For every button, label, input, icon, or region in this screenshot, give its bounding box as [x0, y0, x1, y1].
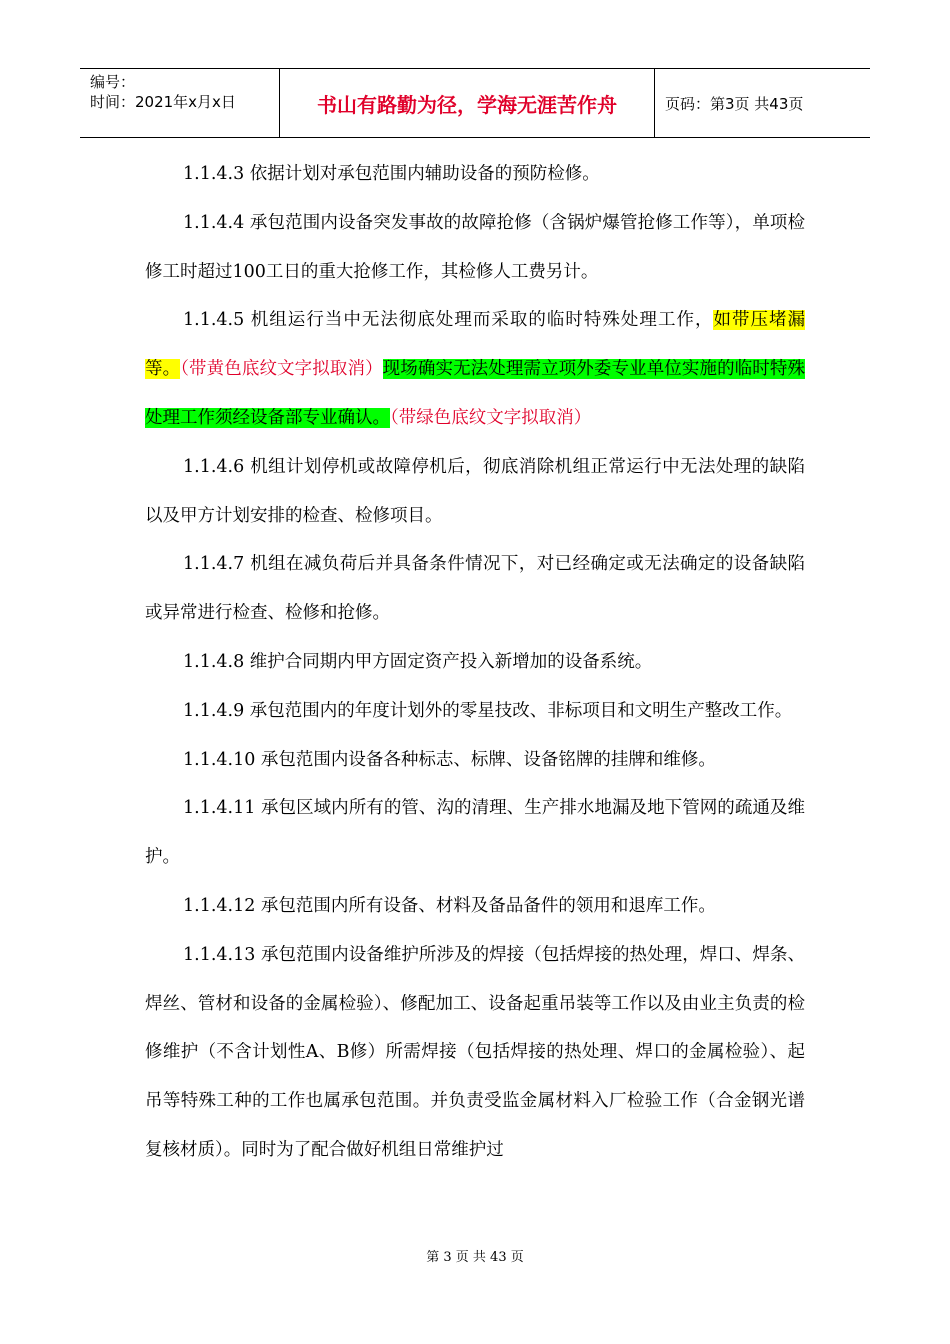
paragraph-1-1-4-12: 1.1.4.12 承包范围内所有设备、材料及备品备件的领用和退库工作。 — [183, 895, 716, 916]
paragraph-text: 1.1.4.5 机组运行当中无法彻底处理而采取的临时特殊处理工作， — [183, 310, 714, 331]
paragraph-1-1-4-4: 1.1.4.4 承包范围内设备突发事故的故障抢修（含锅炉爆管抢修工作等），单项检修工时超过100工日的重大抢修工作，其检修人工费另计。 — [145, 212, 805, 282]
header-meta — [80, 69, 280, 137]
paragraph-1-1-4-6: 1.1.4.6 机组计划停机或故障停机后，彻底消除机组正常运行中无法处理的缺陷以及甲方计划安排的检查、检修项目。 — [145, 456, 805, 526]
green-highlight-text: 现场确实无法处理需立项外委专业单位实施的临时特殊处理工作须经设备部专业确认。 — [145, 359, 806, 428]
red-note-yellow: （带黄色底纹文字拟取消） — [180, 359, 383, 380]
paragraph-1-1-4-7: 1.1.4.7 机组在减负荷后并具备条件情况下，对已经确定或无法确定的设备缺陷或异常进行检查、检修和抢修。 — [145, 554, 805, 624]
header-motto: 书山有路勤为径，学海无涯苦作舟 — [280, 69, 655, 137]
red-note-green: （带绿色底纹文字拟取消） — [390, 407, 592, 428]
doc-time-label: 时间：2021年x月x日 — [90, 93, 236, 111]
paragraph-1-1-4-5 — [145, 296, 805, 442]
paragraph-1-1-4-9: 1.1.4.9 承包范围内的年度计划外的零星技改、非标项目和文明生产整改工作。 — [183, 700, 793, 721]
paragraph-1-1-4-8: 1.1.4.8 维护合同期内甲方固定资产投入新增加的设备系统。 — [183, 651, 653, 672]
doc-number-label: 编号： — [90, 73, 136, 91]
yellow-highlight-text: 如带压堵漏等。 — [145, 310, 805, 380]
document-body — [145, 150, 805, 1175]
header-page-info: 页码：第3页 共43页 — [665, 94, 804, 113]
footer-page-number: 第 3 页 共 43 页 — [426, 1250, 524, 1265]
paragraph-1-1-4-11: 1.1.4.11 承包区域内所有的管、沟的清理、生产排水地漏及地下管网的疏通及维护。 — [145, 798, 805, 868]
page-footer — [0, 1246, 950, 1265]
paragraph-1-1-4-13: 1.1.4.13 承包范围内设备维护所涉及的焊接（包括焊接的热处理，焊口、焊条、焊丝、管材和设备的金属检验）、修配加工、设备起重吊装等工作以及由业主负责的检修维护（不含计划性A、B修）所需焊接（包括焊接的热处理、焊口的金属检验）、起吊等特殊工种的工作也属承包范围。并负责受监金属材料入厂检验工作（合金钢光谱复核材质）。同时为了配合做好机组日常维护过 — [145, 944, 805, 1160]
page-header — [80, 68, 870, 138]
paragraph-1-1-4-3: 1.1.4.3 依据计划对承包范围内辅助设备的预防检修。 — [183, 164, 600, 184]
paragraph-1-1-4-10: 1.1.4.10 承包范围内设备各种标志、标牌、设备铭牌的挂牌和维修。 — [183, 749, 716, 770]
